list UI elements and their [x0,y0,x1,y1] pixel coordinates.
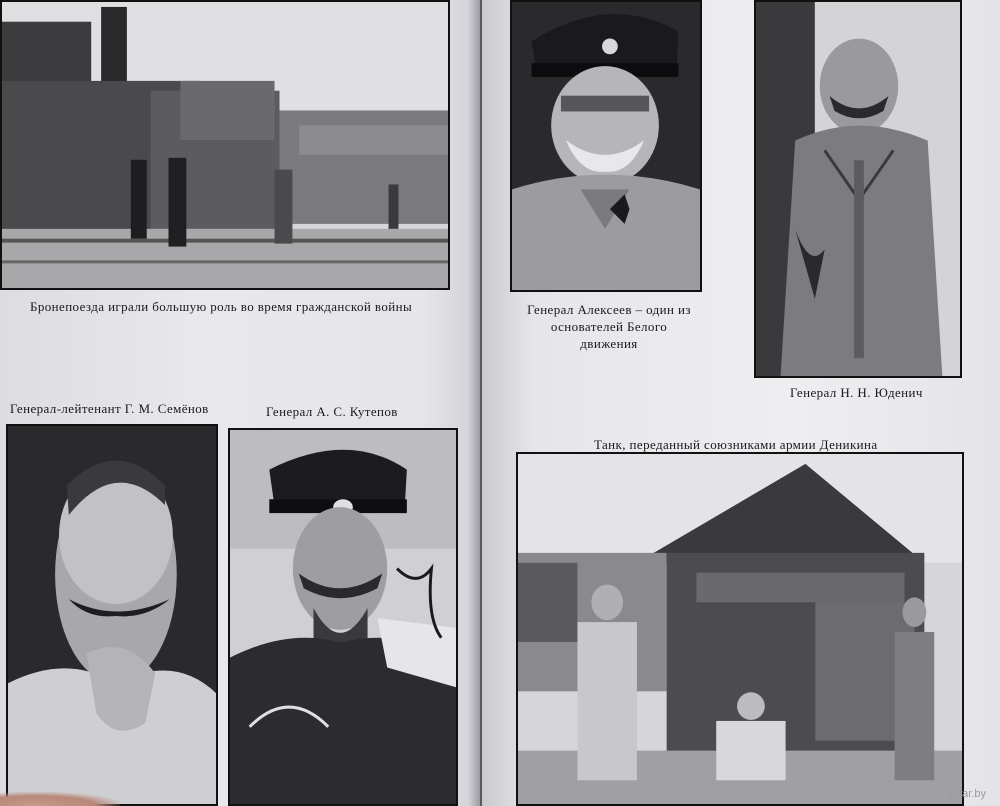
kutepov-portrait [228,428,458,806]
alekseev-caption-line-1: Генерал Алексеев – один из [527,302,691,317]
alekseev-portrait [510,0,702,292]
kutepov-caption: Генерал А. С. Кутепов [266,404,398,419]
alekseev-caption-line-3: движения [580,336,638,351]
thumb [0,792,120,806]
alekseev-caption [504,301,714,352]
semenov-caption: Генерал-лейтенант Г. М. Семёнов [10,401,209,416]
alekseev-caption-line-2: основателей Белого [550,319,668,334]
tank-caption: Танк, переданный союзниками армии Деникина [594,437,878,452]
right-page [482,0,1000,806]
tank-photo [516,452,964,806]
yudenich-portrait [754,0,962,378]
watermark-text: kufar.by [947,788,986,800]
yudenich-caption: Генерал Н. Н. Юденич [790,385,923,400]
armored-train-caption: Бронепоезда играли большую роль во время гражданской войны [30,299,413,314]
semenov-portrait [6,424,218,806]
armored-train-photo [0,0,450,290]
left-page [0,0,480,806]
